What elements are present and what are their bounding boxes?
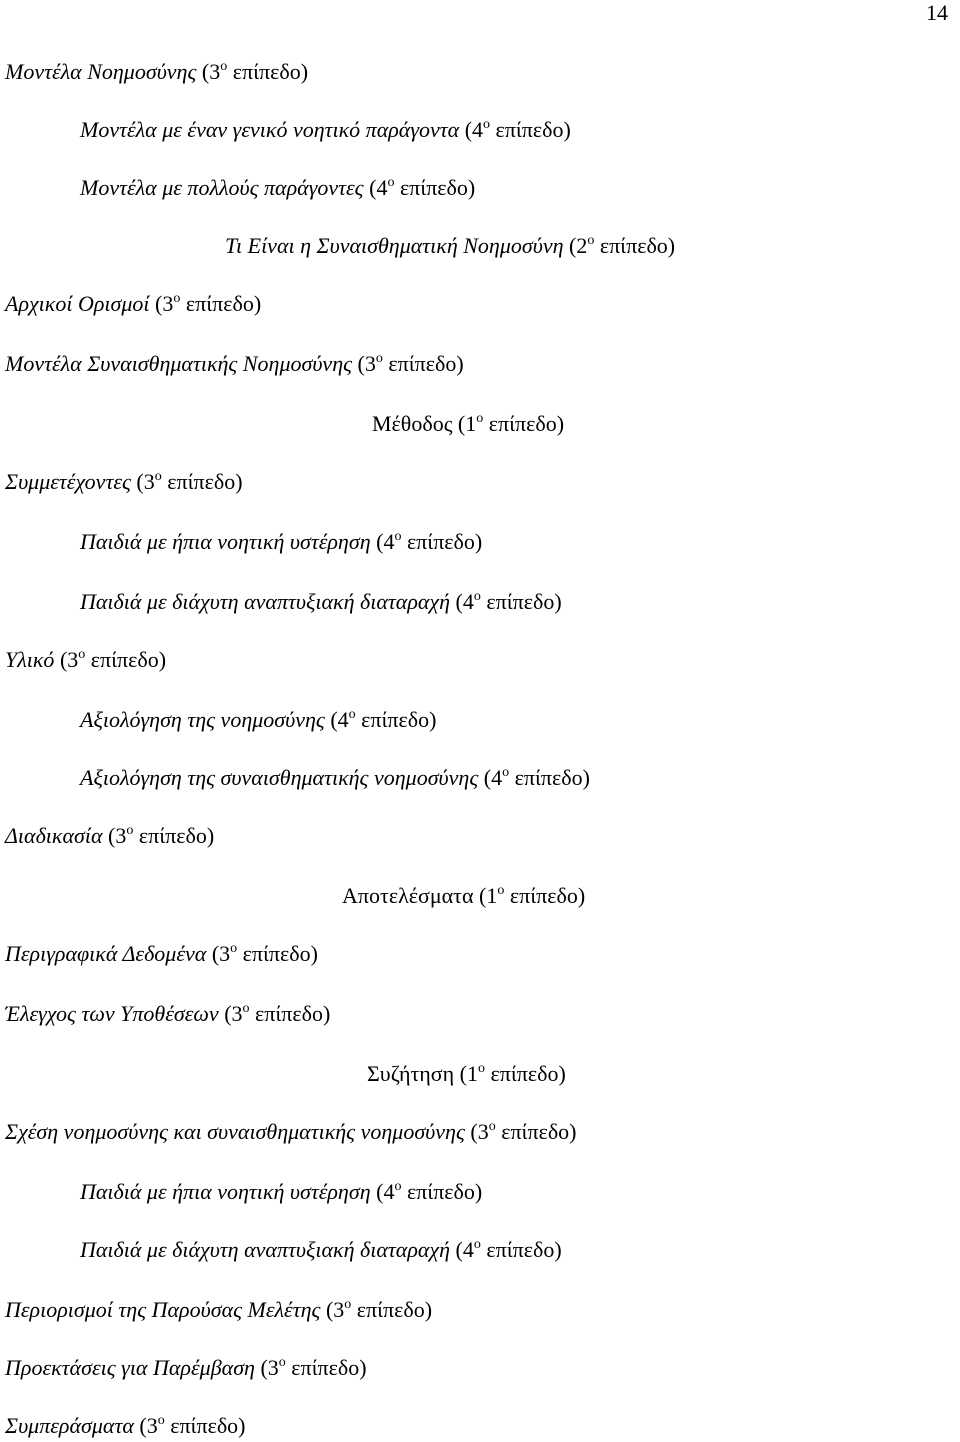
level-close: επίπεδο) (227, 59, 309, 84)
heading-line (5, 350, 464, 378)
ordinal-suffix: ο (387, 174, 395, 190)
ordinal-suffix: ο (344, 1296, 352, 1312)
heading-title: Περιγραφικά Δεδομένα (5, 941, 212, 966)
ordinal-suffix: ο (488, 1118, 496, 1134)
level-open: ( (369, 175, 377, 200)
heading-title: Συμμετέχοντες (5, 469, 137, 494)
heading-title: Μοντέλα με έναν γενικό νοητικό παράγοντα (80, 117, 465, 142)
heading-title: Συμπεράσματα (5, 1413, 140, 1438)
ordinal-suffix: ο (230, 940, 238, 956)
level-number: 4 (383, 529, 395, 554)
level-close: επίπεδο) (249, 1001, 331, 1026)
heading-title: Υλικό (5, 647, 60, 672)
level-number: 2 (576, 233, 588, 258)
heading-line (342, 882, 585, 910)
ordinal-suffix: ο (348, 706, 356, 722)
ordinal-suffix: ο (478, 1060, 485, 1076)
heading-line (5, 1354, 367, 1382)
level-open: ( (325, 1297, 334, 1322)
level-number: 3 (219, 941, 231, 966)
level-number: 3 (209, 59, 221, 84)
level-number: 1 (465, 411, 477, 436)
level-open: ( (464, 117, 473, 142)
ordinal-suffix: ο (375, 350, 383, 366)
heading-line (5, 290, 261, 318)
level-number: 1 (467, 1061, 478, 1086)
heading-line (80, 528, 482, 556)
heading-title: Παιδιά με διάχυτη αναπτυξιακή διαταραχή (80, 589, 456, 614)
level-close: επίπεδο) (483, 411, 565, 436)
heading-line (80, 588, 562, 616)
level-close: επίπεδο) (509, 765, 590, 790)
level-number: 4 (376, 175, 388, 200)
ordinal-suffix: ο (473, 588, 481, 604)
heading-title: Έλεγχος των Υποθέσεων (5, 1001, 225, 1026)
level-open: ( (108, 823, 116, 848)
level-open: ( (376, 1179, 384, 1204)
level-number: 3 (364, 351, 376, 376)
level-close: επίπεδο) (594, 233, 676, 258)
level-open: ( (211, 941, 220, 966)
level-close: επίπεδο) (495, 1119, 577, 1144)
heading-line (80, 174, 475, 202)
level-close: επίπεδο) (285, 1355, 367, 1380)
heading-line (5, 468, 243, 496)
level-open: ( (155, 291, 163, 316)
heading-line (5, 1296, 432, 1324)
level-open: ( (224, 1001, 232, 1026)
ordinal-suffix: ο (242, 1000, 250, 1016)
level-close: επίπεδο) (394, 175, 476, 200)
level-close: επίπεδο) (351, 1297, 433, 1322)
level-number: 3 (231, 1001, 243, 1026)
level-number: 4 (491, 765, 503, 790)
level-close: επίπεδο) (180, 291, 262, 316)
level-number: 4 (462, 1237, 474, 1262)
level-number: 3 (477, 1119, 489, 1144)
level-open: ( (457, 411, 466, 436)
heading-line (80, 1178, 482, 1206)
level-close: επίπεδο) (480, 589, 562, 614)
level-close: επίπεδο) (490, 117, 571, 142)
level-number: 3 (162, 291, 174, 316)
level-open: ( (455, 1237, 463, 1262)
ordinal-suffix: ο (154, 468, 162, 484)
level-open: ( (260, 1355, 268, 1380)
level-number: 3 (146, 1413, 158, 1438)
level-number: 3 (333, 1297, 345, 1322)
level-number: 3 (115, 823, 127, 848)
page-number: 14 (926, 0, 948, 25)
heading-title: Μοντέλα με πολλούς παράγοντες (80, 175, 370, 200)
heading-line (5, 1118, 577, 1146)
heading-line (372, 410, 564, 438)
ordinal-suffix: ο (476, 410, 484, 426)
heading-title: Αξιολόγηση της νοημοσύνης (80, 707, 331, 732)
level-open: ( (455, 589, 463, 614)
heading-title: Αρχικοί Ορισμοί (5, 291, 156, 316)
heading-line (5, 822, 214, 850)
level-close: επίπεδο) (164, 1413, 246, 1438)
ordinal-suffix: ο (278, 1354, 286, 1370)
level-close: επίπεδο) (237, 941, 318, 966)
heading-line (80, 116, 571, 144)
level-open: ( (330, 707, 338, 732)
level-close: επίπεδο) (382, 351, 464, 376)
level-open: ( (59, 647, 68, 672)
level-open: ( (357, 351, 365, 376)
level-open: ( (459, 1061, 467, 1086)
heading-title: Συζήτηση (367, 1061, 460, 1086)
heading-title: Τι Είναι η Συναισθηματική Νοημοσύνη (225, 233, 569, 258)
level-number: 1 (486, 883, 498, 908)
heading-line (5, 1000, 330, 1028)
level-close: επίπεδο) (401, 1179, 483, 1204)
level-close: επίπεδο) (161, 469, 243, 494)
heading-title: Διαδικασία (5, 823, 109, 848)
level-open: ( (569, 233, 577, 258)
heading-title: Παιδιά με διάχυτη αναπτυξιακή διαταραχή (80, 1237, 456, 1262)
heading-line (5, 940, 318, 968)
level-number: 4 (337, 707, 349, 732)
ordinal-suffix: ο (394, 528, 402, 544)
heading-line (80, 764, 590, 792)
ordinal-suffix: ο (473, 1236, 481, 1252)
heading-title: Μοντέλα Συναισθηματικής Νοημοσύνης (5, 351, 358, 376)
level-open: ( (483, 765, 492, 790)
ordinal-suffix: ο (220, 58, 228, 74)
level-close: επίπεδο) (485, 1061, 566, 1086)
level-number: 3 (67, 647, 79, 672)
level-number: 4 (462, 589, 474, 614)
heading-line (5, 646, 166, 674)
level-number: 3 (143, 469, 155, 494)
heading-title: Περιορισμοί της Παρούσας Μελέτης (5, 1297, 326, 1322)
heading-line (80, 706, 436, 734)
heading-title: Αξιολόγηση της συναισθηματικής νοημοσύνης (80, 765, 484, 790)
level-open: ( (139, 1413, 147, 1438)
ordinal-suffix: ο (483, 116, 491, 132)
ordinal-suffix: ο (497, 882, 505, 898)
heading-title: Σχέση νοημοσύνης και συναισθηματικής νοημοσύνης (5, 1119, 471, 1144)
level-close: επίπεδο) (355, 707, 437, 732)
level-close: επίπεδο) (401, 529, 483, 554)
ordinal-suffix: ο (157, 1412, 165, 1428)
level-open: ( (201, 59, 210, 84)
level-open: ( (479, 883, 487, 908)
level-open: ( (470, 1119, 478, 1144)
heading-title: Μοντέλα Νοημοσύνης (5, 59, 202, 84)
ordinal-suffix: ο (78, 646, 86, 662)
heading-line (80, 1236, 562, 1264)
level-open: ( (136, 469, 144, 494)
level-open: ( (376, 529, 384, 554)
level-number: 4 (472, 117, 484, 142)
ordinal-suffix: ο (394, 1178, 402, 1194)
level-number: 3 (267, 1355, 279, 1380)
heading-title: Μέθοδος (372, 411, 458, 436)
heading-line (225, 232, 675, 260)
level-close: επίπεδο) (480, 1237, 562, 1262)
heading-line (5, 1412, 246, 1440)
ordinal-suffix: ο (502, 764, 510, 780)
level-number: 4 (383, 1179, 395, 1204)
heading-line (367, 1060, 566, 1088)
ordinal-suffix: ο (126, 822, 134, 838)
heading-title: Αποτελέσματα (342, 883, 480, 908)
level-close: επίπεδο) (504, 883, 586, 908)
heading-title: Παιδιά με ήπια νοητική υστέρηση (80, 1179, 377, 1204)
heading-title: Παιδιά με ήπια νοητική υστέρηση (80, 529, 377, 554)
ordinal-suffix: ο (587, 232, 595, 248)
heading-line (5, 58, 308, 86)
ordinal-suffix: ο (173, 290, 181, 306)
heading-title: Προεκτάσεις για Παρέμβαση (5, 1355, 261, 1380)
level-close: επίπεδο) (133, 823, 215, 848)
level-close: επίπεδο) (85, 647, 167, 672)
